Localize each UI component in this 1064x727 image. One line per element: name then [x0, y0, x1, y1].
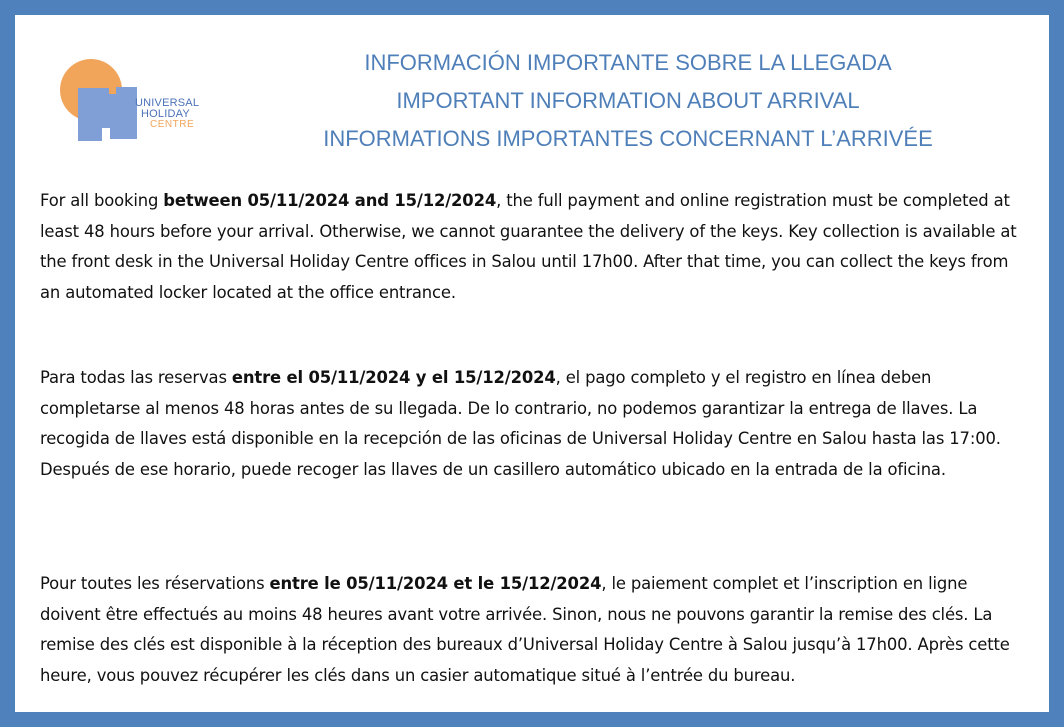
paragraph-french	[40, 569, 1030, 691]
heading-english: IMPORTANT INFORMATION ABOUT ARRIVAL	[396, 88, 860, 113]
logo-line-holiday: HOLIDAY	[141, 108, 190, 120]
spanish-text-rest: , el pago completo y el registro en línea deben completarse al menos 48 horas antes de su llegada. De lo contrario, no podemos garantizar la entrega de llaves. La recogida de llaves está disponible en la recepción de las oficinas de Universal Holiday Centre en Salou hasta las 17:00. Después de ese horario, puede recoger las llaves de un casillero automático ubicado en la entrada de la oficina.	[40, 368, 1001, 479]
logo-line-centre: CENTRE	[150, 119, 195, 130]
heading-french: INFORMATIONS IMPORTANTES CONCERNANT L’ARRIVÉE	[323, 126, 933, 151]
french-text-rest: , le paiement complet et l’inscription en ligne doivent être effectués au moins 48 heures avant votre arrivée. Sinon, nous ne pouvons garantir la remise des clés. La remise des clés est disponible à la réception des bureaux d’Universal Holiday Centre à Salou jusqu’à 17h00. Après cette heure, vous pouvez récupérer les clés dans un casier automatique situé à l’entrée du bureau.	[40, 574, 1010, 685]
french-date-range: entre le 05/11/2024 et le 15/12/2024	[269, 574, 602, 593]
french-text-start: Pour toutes les réservations	[40, 574, 270, 593]
english-date-range: between 05/11/2024 and 15/12/2024	[163, 191, 497, 210]
paragraph-spanish	[40, 363, 1030, 485]
logo-line-universal: UNIVERSAL	[135, 97, 200, 109]
heading-block	[240, 44, 1016, 158]
paragraph-english	[40, 186, 1030, 308]
spanish-date-range: entre el 05/11/2024 y el 15/12/2024	[231, 368, 556, 387]
english-text-start: For all booking	[40, 191, 164, 210]
heading-spanish: INFORMACIÓN IMPORTANTE SOBRE LA LLEGADA	[364, 50, 892, 75]
building-icon	[78, 87, 137, 141]
english-text-rest: , the full payment and online registration must be completed at least 48 hours before your arrival. Otherwise, we cannot guarantee the delivery of the keys. Key collection is available at the front desk in the Universal Holiday Centre offices in Salou until 17h00. After that time, you can collect the keys from an automated locker located at the office entrance.	[40, 191, 1017, 302]
spanish-text-start: Para todas las reservas	[40, 368, 232, 387]
universal-holiday-centre-logo	[42, 46, 212, 146]
